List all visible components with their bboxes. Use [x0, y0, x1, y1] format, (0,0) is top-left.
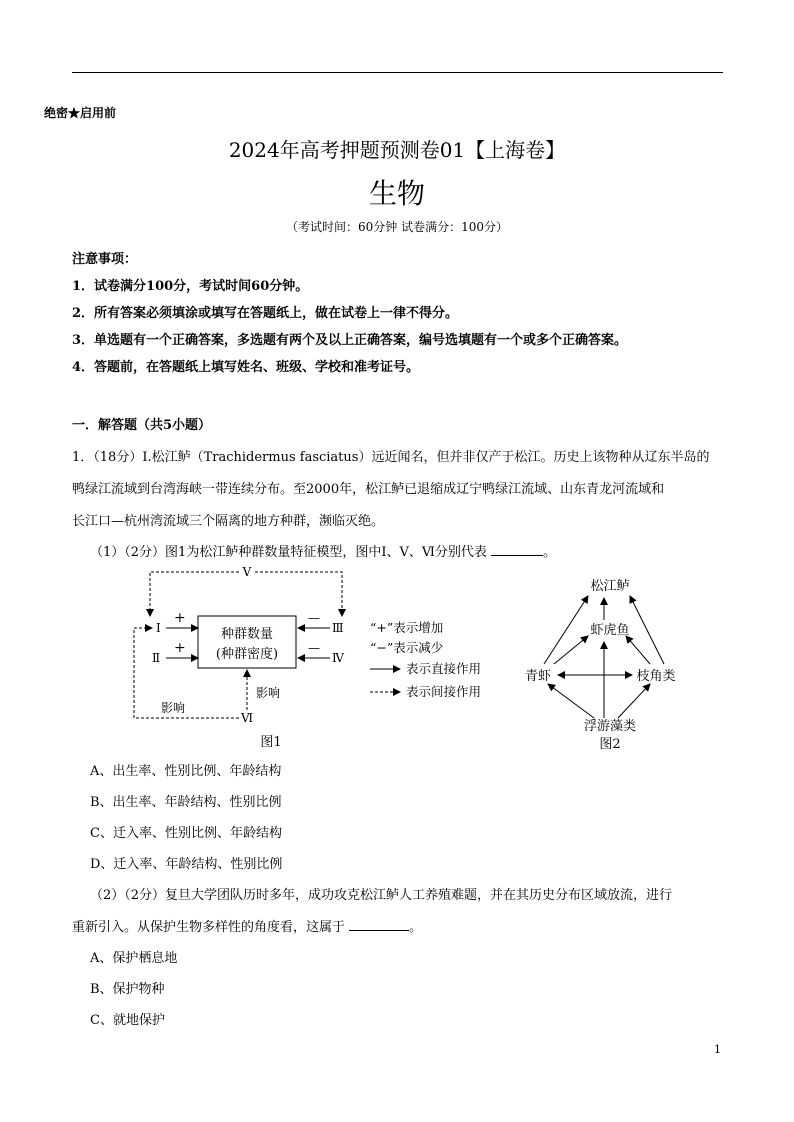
node-goby: 虾虎鱼 — [590, 623, 630, 638]
question-text: 鸭绿江流域到台湾海峡一带连续分布。至2000年，松江鲈已退缩成辽宁鸭绿江流域、山东青龙河流域和 — [72, 482, 665, 497]
figure-1-diagram — [126, 560, 506, 752]
subject-title: 生物 — [368, 177, 425, 210]
influence-label: 影响 — [256, 686, 281, 700]
legend-direct: 表示直接作用 — [406, 661, 482, 676]
node-cladocera: 枝角类 — [636, 669, 676, 684]
notice-item: 3．单选题有一个正确答案，多选题有两个及以上正确答案，编号选填题有一个或多个正确答案。 — [72, 333, 628, 348]
notice-item: 4．答题前，在答题纸上填写姓名、班级、学校和准考证号。 — [72, 360, 420, 375]
notice-title: 注意事项： — [72, 252, 138, 267]
question-text: 1．（18分）Ⅰ.松江鲈（Trachidermus fasciatus）远近闻名，但并非仅产于松江。历史上该物种从辽东半岛的 — [72, 450, 710, 465]
answer-blank[interactable] — [349, 918, 409, 931]
paper-title: 2024年高考押题预测卷01【上海卷】 — [228, 138, 566, 162]
sub-question-stem: （1）（2分）图1为松江鲈种群数量特征模型，图中Ⅰ、Ⅴ、Ⅵ分别代表 — [90, 545, 487, 560]
page-number: 1 — [714, 1043, 721, 1056]
label-ii: Ⅱ — [152, 651, 161, 665]
sub-question-2 — [72, 916, 422, 935]
node-algae: 浮游藻类 — [583, 719, 637, 734]
option-b[interactable]: B、保护物种 — [90, 982, 165, 997]
figure-1-caption: 图1 — [260, 735, 282, 750]
sub-question-stem: 重新引入。从保护生物多样性的角度看，这属于 — [72, 920, 346, 935]
box-line-1: 种群数量 — [220, 627, 274, 642]
plus-sign: + — [174, 640, 186, 656]
plus-sign: + — [174, 610, 186, 626]
sub-question-2-line: （2）（2分）复旦大学团队历时多年，成功攻克松江鲈人工养殖难题，并在其历史分布区域放流，进行 — [90, 888, 673, 903]
sub-question-end: 。 — [543, 545, 557, 560]
secret-label: 绝密★启用前 — [44, 106, 117, 120]
node-songjiang-perch: 松江鲈 — [590, 579, 630, 594]
legend-plus: “+”表示增加 — [370, 620, 444, 635]
label-iii: Ⅲ — [332, 621, 344, 635]
node-shrimp: 青虾 — [524, 669, 552, 684]
option-a[interactable]: A、保护栖息地 — [90, 951, 178, 966]
legend-minus: “−”表示减少 — [370, 640, 444, 655]
label-vi: Ⅵ — [240, 711, 254, 725]
box-line-2: (种群密度) — [215, 647, 279, 662]
sub-question-end: 。 — [409, 920, 423, 935]
section-title: 一．解答题（共5小题） — [72, 418, 212, 433]
question-text: 长江口—杭州湾流域三个隔离的地方种群，濒临灭绝。 — [72, 514, 385, 529]
option-a[interactable]: A、出生率、性别比例、年龄结构 — [90, 764, 282, 779]
figure-2-food-web — [514, 572, 690, 752]
header-rule — [72, 72, 723, 73]
notice-item: 2．所有答案必须填涂或填写在答题纸上，做在试卷上一律不得分。 — [72, 306, 459, 321]
option-c[interactable]: C、迁入率、性别比例、年龄结构 — [90, 826, 282, 841]
influence-label: 影响 — [161, 701, 186, 715]
figure-2-caption: 图2 — [599, 737, 621, 752]
option-d[interactable]: D、迁入率、年龄结构、性别比例 — [90, 857, 283, 872]
option-c[interactable]: C、就地保护 — [90, 1013, 165, 1028]
option-b[interactable]: B、出生率、年龄结构、性别比例 — [90, 795, 282, 810]
label-v: Ⅴ — [242, 565, 252, 579]
legend-indirect: 表示间接作用 — [406, 684, 482, 699]
exam-info: （考试时间：60分钟 试卷满分：100分） — [286, 220, 508, 234]
answer-blank[interactable] — [491, 543, 543, 556]
label-i: Ⅰ — [156, 621, 161, 635]
label-iv: Ⅳ — [332, 651, 344, 665]
notice-item: 1．试卷满分100分，考试时间60分钟。 — [72, 279, 309, 294]
sub-question-1 — [90, 541, 556, 560]
minus-sign: — — [308, 641, 320, 655]
minus-sign: — — [308, 611, 320, 625]
